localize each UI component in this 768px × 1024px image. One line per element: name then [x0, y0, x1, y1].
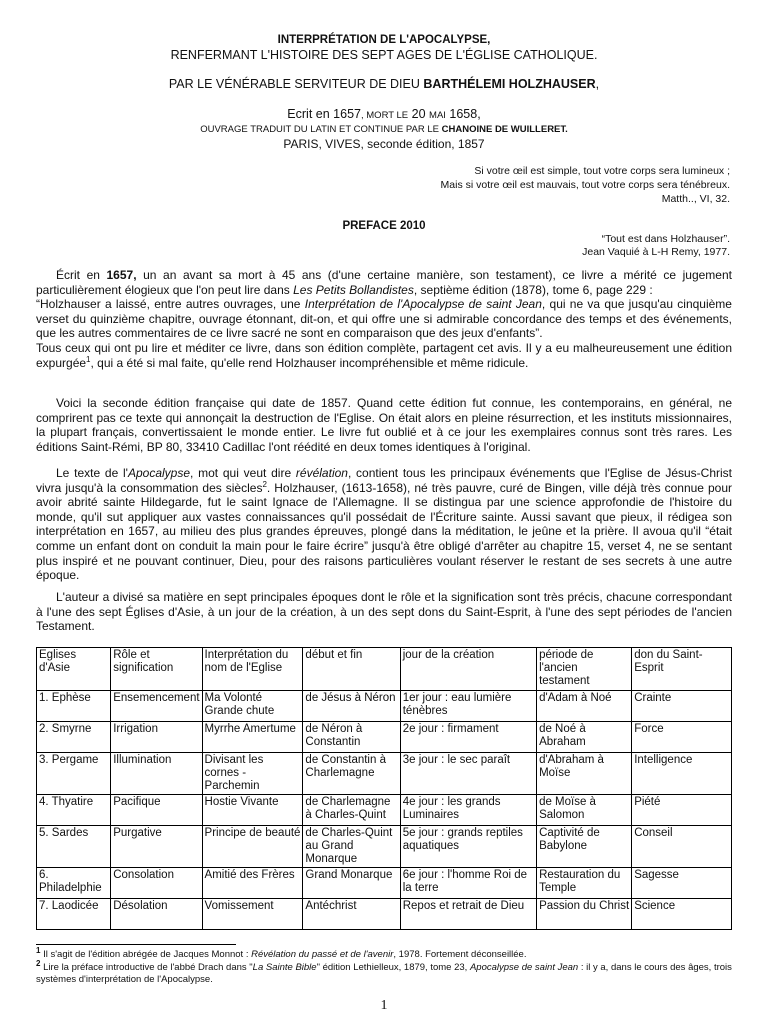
p1-year: 1657,	[106, 268, 137, 282]
quote-text: “Holzhauser a laissé, entre autres ouvrages, une	[36, 297, 301, 312]
table-row	[37, 899, 732, 930]
epigraph-line: Mais si votre œil est mauvais, tout votre corps sera ténébreux.	[440, 179, 730, 191]
footnote-1: $^1$ Il s'agit de l'édition abrégée de Jacques Monnot : Révélation du passé et de l'avenir, 1978. Fortement déconseillée.	[36, 945, 527, 960]
table-row	[37, 753, 732, 795]
table-cell: Antéchrist	[303, 899, 400, 930]
table-row	[37, 795, 732, 826]
page-number: 1	[380, 998, 388, 1013]
table-header-cell: don du Saint-Esprit	[632, 648, 732, 691]
table-cell: de Moïse à Salomon	[537, 795, 632, 826]
table-cell: Science	[632, 899, 732, 930]
table-header-cell: début et fin	[303, 648, 400, 691]
book-subtitle: RENFERMANT L'HISTOIRE DES SEPT AGES DE L'ÉGLISE CATHOLIQUE.	[170, 48, 598, 62]
p3-italic: révélation	[295, 466, 348, 480]
table-cell: 2. Smyrne	[37, 722, 111, 753]
table-cell: Amitié des Frères	[202, 868, 303, 899]
table-cell: Myrrhe Amertume	[202, 722, 303, 753]
footnote-divider	[36, 944, 236, 945]
p3-text: Le texte de l'	[56, 466, 128, 480]
translated-line	[0, 124, 768, 135]
table-header-cell: Interprétation du nom de l'Eglise	[202, 648, 303, 691]
table-cell: 3. Pergame	[37, 753, 111, 795]
table-cell: 4. Thyatire	[37, 795, 111, 826]
table-cell: Ensemencement	[111, 691, 202, 722]
table-cell: 4e jour : les grands Luminaires	[400, 795, 536, 826]
p3-italic: Apocalypse	[127, 466, 191, 480]
table-cell: Ma Volonté Grande chute	[202, 691, 303, 722]
table-cell: de Jésus à Néron	[303, 691, 400, 722]
author-name: BARTHÉLEMI HOLZHAUSER	[423, 77, 596, 91]
written-a: Ecrit en	[287, 107, 330, 121]
p3-text: . Holzhauser, (1613-1658), né très pauvre, curé de Bingen, ville déjà très connue pour avoir abrité sainte Hildegarde, fut le saint Ignace de l'Allemagne. Il se distingua par une science approfondie de l'histoire du monde, qu'il sut appliquer aux vastes connaissances qu'il possédait de l'Écriture sainte. Aussi savant que pieux, il rédigea son interprétation en 1657, au milieu des plus grandes épreuves, plongé dans la méditation, le jeûne et la prière. Il avoua qu'il “était comme un enfant dont on conduit la main pour le faire écrire” jusqu'à être obligé d'arrêter au chapitre 15, verset 4, ne se sentant plus inspiré et ne pouvant continuer, Dieu, pour des raisons particulières voulant réserver le restant de ses secrets à une autre époque.	[36, 480, 732, 583]
table-cell: Repos et retrait de Dieu	[400, 899, 536, 930]
table-cell: Captivité de Babylone	[537, 826, 632, 868]
paragraph-3	[36, 466, 732, 583]
table-cell: Purgative	[111, 826, 202, 868]
author-suffix: ,	[595, 77, 600, 91]
preface-quote-author: Jean Vaquié à L-H Remy, 1977.	[582, 246, 730, 258]
table-header-cell: période de l'ancien testament	[537, 648, 632, 691]
table-cell: 5. Sardes	[37, 826, 111, 868]
table-row	[37, 691, 732, 722]
preface-quote: “Tout est dans Holzhauser”.	[601, 233, 730, 245]
p1-text: un an avant sa mort à 45 ans (d'une certaine manière, son testament), ce livre a mérité ce jugement particulièrement élogieux que l'on peut lire dans	[36, 268, 732, 297]
table-cell: de Noé à Abraham	[537, 722, 632, 753]
footnote-number: 2	[36, 958, 41, 968]
paragraph-1	[36, 268, 732, 370]
table-cell: Vomissement	[202, 899, 303, 930]
footnote-number: 1	[36, 945, 41, 955]
p1-text: , septième édition (1878), tome 6, page 229 :	[413, 282, 653, 297]
book-title: INTERPRÉTATION DE L'APOCALYPSE,	[277, 34, 491, 46]
table-cell: 1er jour : eau lumière ténèbres	[400, 691, 536, 722]
table-cell: Conseil	[632, 826, 732, 868]
author-line	[0, 77, 768, 91]
edition-line: PARIS, VIVES, seconde édition, 1857	[283, 137, 485, 151]
table-cell: Principe de beauté	[202, 826, 303, 868]
table-cell: Pacifique	[111, 795, 202, 826]
table-cell: 2e jour : firmament	[400, 722, 536, 753]
p1e-text: Tous ceux qui ont pu lire et méditer ce livre, dans son édition complète, partagent cet avis. Il y a eu malheureusement une édition expurgée	[36, 340, 732, 370]
epigraph-line: Si votre œil est simple, tout votre corps sera lumineux ;	[474, 165, 730, 177]
table-cell: 5e jour : grands reptiles aquatiques	[400, 826, 536, 868]
table-cell: 7. Laodicée	[37, 899, 111, 930]
paragraph-2	[36, 396, 732, 454]
table-cell: Grand Monarque	[303, 868, 400, 899]
p3-text: , mot qui veut dire	[190, 466, 292, 480]
footnote-2: $^2$ Lire la préface introductive de l'abbé Drach dans "La Sainte Bible" édition Lethielleux, 1879, tome 23, Apocalypse de saint Jean : il y a, dans le cours des âges, trois systèmes d'interprétation de l'Apocalypse.	[36, 958, 732, 985]
table-cell: Hostie Vivante	[202, 795, 303, 826]
table-cell: de Néron à Constantin	[303, 722, 400, 753]
table-cell: Divisant les cornes - Parchemin	[202, 753, 303, 795]
written-d: 20	[411, 107, 426, 121]
table-cell: de Charles-Quint au Grand Monarque	[303, 826, 400, 868]
table-cell: Piété	[632, 795, 732, 826]
table-header-cell: jour de la création	[400, 648, 536, 691]
preface-title: PREFACE 2010	[342, 220, 426, 232]
footnote-ref-2[interactable]: 2	[262, 479, 267, 489]
table-header-cell: Rôle et signification	[111, 648, 202, 691]
translator-name: CHANOINE DE WUILLERET.	[441, 124, 568, 135]
table-cell: d'Abraham à Moïse	[537, 753, 632, 795]
table-cell: de Charlemagne à Charles-Quint	[303, 795, 400, 826]
table-cell: Illumination	[111, 753, 202, 795]
p1e-text: , qui a été si mal faite, qu'elle rend Holzhauser incompréhensible et même ridicule.	[90, 355, 529, 370]
table-cell: de Constantin à Charlemagne	[303, 753, 400, 795]
written-c: , MORT LE	[360, 110, 409, 121]
p3-text: , contient tous les principaux événements que l'Eglise de Jésus-Christ vivra jusqu'à la consommation des siècles	[36, 466, 732, 495]
table-cell: Crainte	[632, 691, 732, 722]
table-header-row	[37, 648, 732, 691]
preface-epigraph	[582, 233, 730, 259]
table-cell: Restauration du Temple	[537, 868, 632, 899]
p1-text: Écrit en	[56, 268, 100, 282]
table-cell: 3e jour : le sec paraît	[400, 753, 536, 795]
table-cell: Désolation	[111, 899, 202, 930]
table-cell: Irrigation	[111, 722, 202, 753]
quote-text: , qui ne va que jusqu'au cinquième verset du quinzième chapitre, ouvrage étonnant, dit-on, et qui offre une si admirable concordance des temps et des événements, que les autres commentaires de ce livre sacré ne sont en comparaison que des jeux d'enfants”.	[36, 297, 732, 341]
translated-prefix: OUVRAGE TRADUIT DU LATIN ET CONTINUE PAR LE	[200, 124, 439, 135]
table-row	[37, 868, 732, 899]
table-cell: 6. Philadelphie	[37, 868, 111, 899]
table-header-cell: Eglises d'Asie	[37, 648, 111, 691]
paragraph-4	[36, 590, 732, 634]
written-e: MAI	[429, 110, 446, 121]
epigraph-reference: Matth.., VI, 32.	[661, 193, 730, 205]
written-line	[0, 107, 768, 121]
table-cell: Consolation	[111, 868, 202, 899]
epigraph	[441, 164, 730, 206]
footnote-ref-1[interactable]: 1	[86, 354, 91, 364]
written-f: 1658,	[449, 107, 481, 121]
table-cell: d'Adam à Noé	[537, 691, 632, 722]
p4-text: L'auteur a divisé sa matière en sept principales époques dont le rôle et la signification sont très précis, chacune correspondant à l'une des sept Églises d'Asie, à un jour de la création, à un des sept dons du Saint-Esprit, à l'une des sept périodes de l'ancien Testament.	[36, 590, 732, 634]
p1-source-title: Les Petits Bollandistes	[293, 282, 414, 297]
written-b: 1657	[333, 107, 361, 121]
table-cell: Intelligence	[632, 753, 732, 795]
p2-text: Voici la seconde édition française qui date de 1857. Quand cette édition fut connue, les contemporains, en général, ne comprirent pas ce texte qui annonçait la destruction de l'Eglise. On était alors en pleine résurrection, et les instituts missionnaires, la plupart français, convertissaient le monde entier. Le livre fut oublié et à ce jour les exemplaires connus sont très rares. Les éditions Saint-Rémi, BP 80, 33410 Cadillac l'ont réédité en deux tomes identiques à l'original.	[36, 396, 732, 454]
table-row	[37, 826, 732, 868]
bollandistes-quote	[36, 297, 732, 341]
table-row	[37, 722, 732, 753]
table-cell: 1. Ephèse	[37, 691, 111, 722]
seven-ages-table	[36, 647, 732, 930]
table-cell: 6e jour : l'homme Roi de la terre	[400, 868, 536, 899]
quote-book-title: Interprétation de l'Apocalypse de saint Jean	[304, 297, 542, 312]
table-cell: Force	[632, 722, 732, 753]
table-cell: Sagesse	[632, 868, 732, 899]
author-prefix: PAR LE VÉNÉRABLE SERVITEUR DE DIEU	[168, 77, 420, 91]
table-cell: Passion du Christ	[537, 899, 632, 930]
